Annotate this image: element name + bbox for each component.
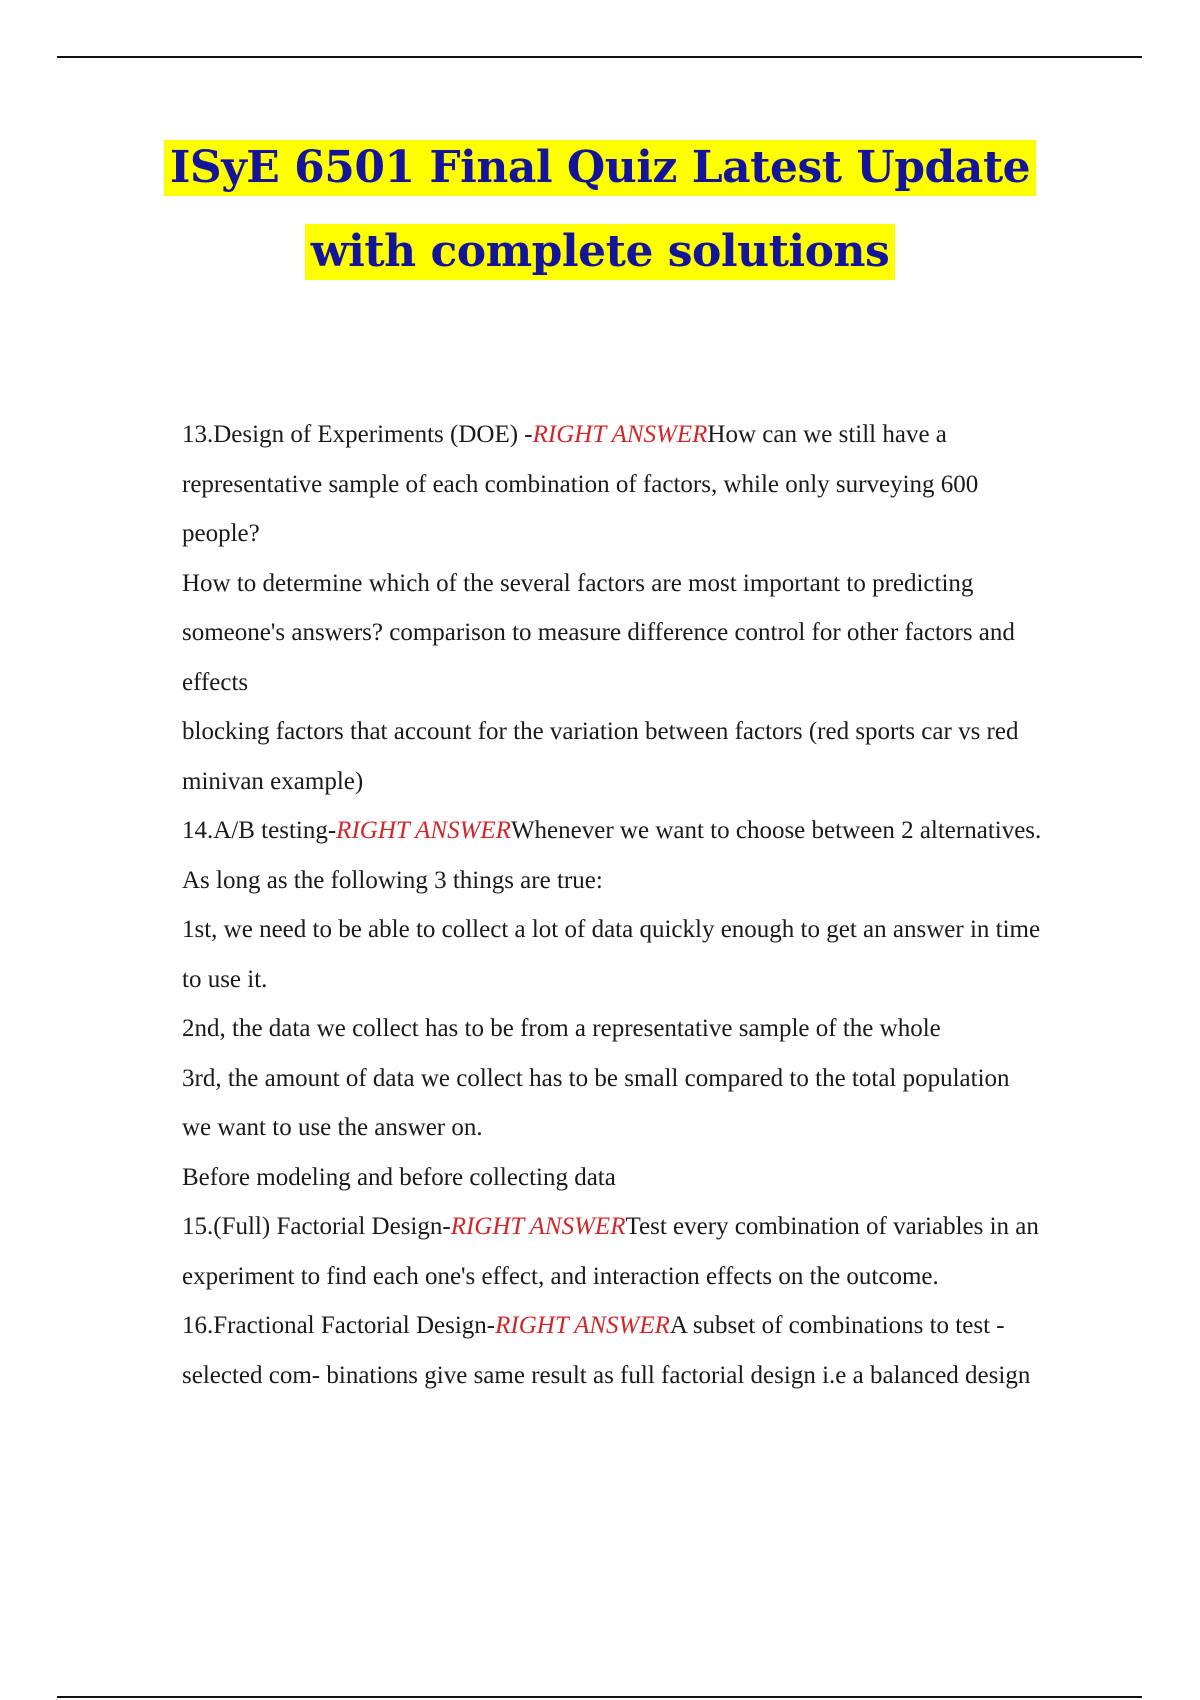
footer-rule — [57, 1696, 1142, 1698]
entry-15 — [182, 1202, 1042, 1301]
answer-13: How can we still have a representative sample of each combination of factors, while only surveying 600 people? — [182, 421, 979, 547]
answer-marker-13: RIGHT ANSWER — [532, 421, 708, 448]
answer-marker-15: RIGHT ANSWER — [450, 1213, 626, 1240]
header-rule — [57, 56, 1142, 58]
title-line-1: ISyE 6501 Final Quiz Latest Update — [164, 140, 1036, 196]
entry-13-line-1: How to determine which of the several factors are most important to predicting someone's answers? comparison to measure difference control for other factors and effects — [182, 569, 1015, 696]
question-14: 14.A/B testing- — [182, 817, 337, 844]
entry-14-line-1: 1st, we need to be able to collect a lot of data quickly enough to get an answer in time to use it. — [182, 916, 1041, 993]
entry-13-line-2: blocking factors that account for the variation between factors (red sports car vs red minivan example) — [182, 718, 1019, 795]
document-title — [0, 140, 1200, 308]
entry-14-line-3: 3rd, the amount of data we collect has to be small compared to the total population we want to use the answer on. — [182, 1064, 1010, 1141]
answer-16: A subset of combinations to test - selected com- binations give same result as full factorial design i.e a balanced design — [182, 1312, 1031, 1389]
title-line-2: with complete solutions — [305, 224, 896, 280]
question-15: 15.(Full) Factorial Design- — [182, 1213, 451, 1240]
question-16: 16.Fractional Factorial Design- — [182, 1312, 496, 1339]
question-13: 13.Design of Experiments (DOE) - — [182, 421, 533, 448]
entry-14-line-4: Before modeling and before collecting data — [182, 1163, 616, 1191]
answer-14: Whenever we want to choose between 2 alternatives. As long as the following 3 things are true: — [182, 817, 1042, 894]
answer-marker-16: RIGHT ANSWER — [495, 1312, 670, 1339]
entry-13 — [182, 410, 1042, 559]
entry-14 — [182, 806, 1042, 905]
answer-marker-14: RIGHT ANSWER — [336, 817, 511, 844]
answer-15: Test every combination of variables in an experiment to find each one's effect, and interaction effects on the outcome. — [182, 1213, 1039, 1290]
entry-14-line-2: 2nd, the data we collect has to be from a representative sample of the whole — [182, 1015, 941, 1042]
document-body — [182, 410, 1042, 1400]
entry-16 — [182, 1301, 1042, 1400]
